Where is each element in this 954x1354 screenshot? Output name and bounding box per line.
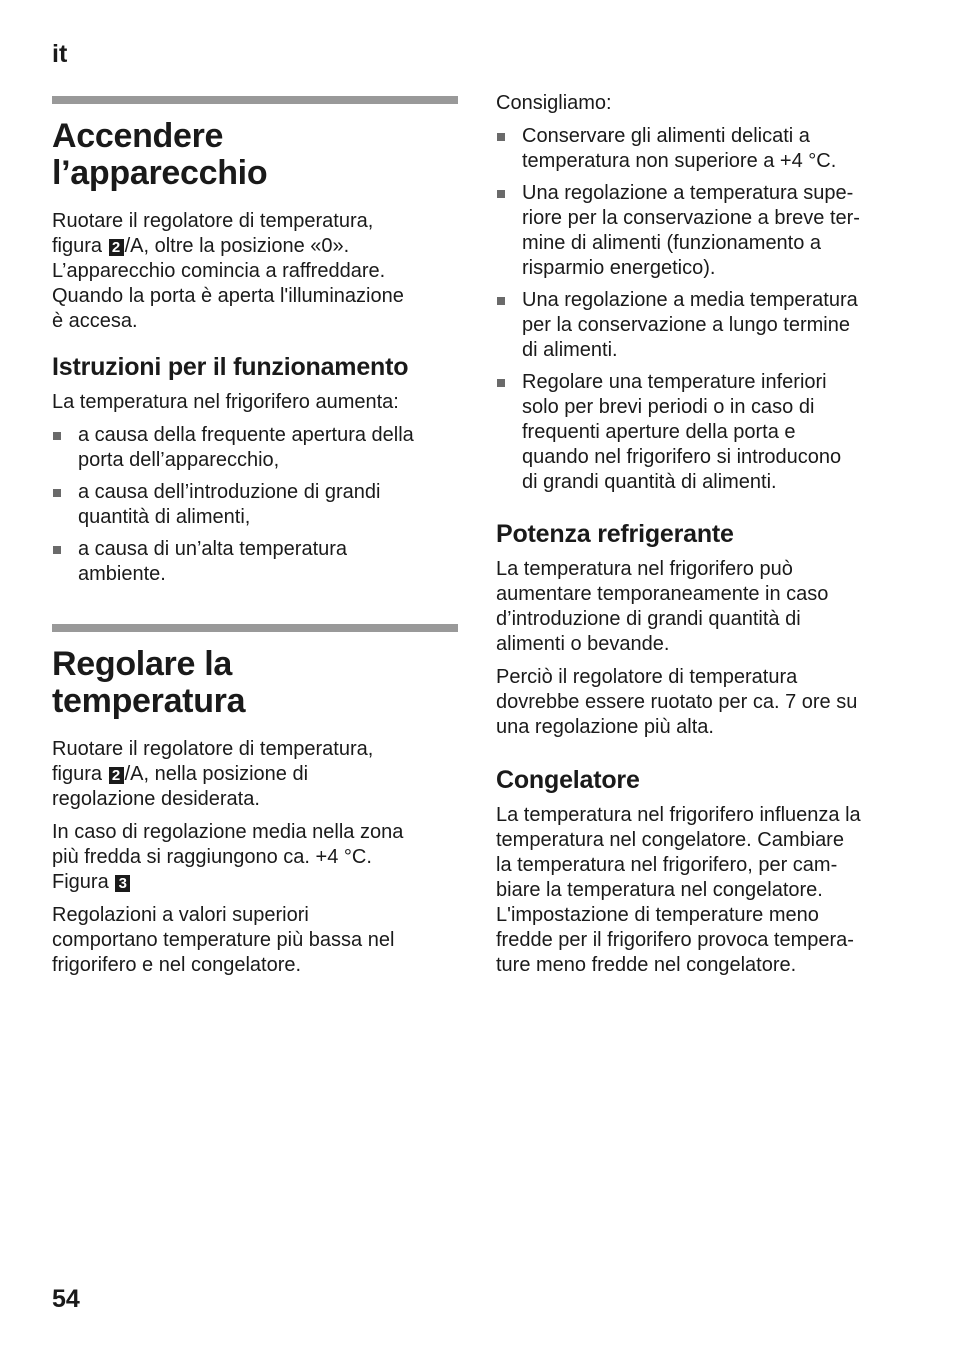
text-line: aumentare temporaneamente in caso bbox=[496, 583, 829, 605]
text-line: a causa dell’introduzione di grandi bbox=[78, 481, 381, 503]
title-line: temperatura bbox=[52, 682, 246, 720]
text-line: Regolazioni a valori superiori bbox=[52, 904, 309, 926]
text-line: ambiente. bbox=[78, 563, 166, 585]
text-line: di alimenti. bbox=[522, 339, 618, 361]
bullet-square-icon bbox=[53, 489, 61, 497]
text-line: Regolare una temperature inferiori bbox=[522, 371, 827, 393]
text-line: una regolazione più alta. bbox=[496, 716, 714, 738]
bullet-list bbox=[496, 124, 906, 495]
text-line: a causa di un’alta temperatura bbox=[78, 538, 348, 560]
bullet-list bbox=[52, 423, 458, 587]
title-line: Accendere bbox=[52, 117, 224, 155]
bullet-square-icon bbox=[497, 297, 505, 305]
paragraph bbox=[52, 737, 458, 812]
paragraph bbox=[496, 803, 906, 978]
text-line: fredde per il frigorifero provoca tempera- bbox=[496, 929, 854, 951]
language-code: it bbox=[52, 40, 68, 68]
title-line: Regolare la bbox=[52, 645, 232, 683]
subsection-title-congelatore: Congelatore bbox=[496, 766, 640, 794]
text-line: quantità di alimenti, bbox=[78, 506, 251, 528]
paragraph: La temperatura nel frigorifero aumenta: bbox=[52, 391, 399, 413]
list-item bbox=[496, 124, 906, 174]
paragraph bbox=[496, 665, 906, 740]
text-line: temperatura nel congelatore. Cambiare bbox=[496, 829, 844, 851]
text-line: per la conservazione a lungo termine bbox=[522, 314, 850, 336]
text-line: Perciò il regolatore di temperatura bbox=[496, 666, 798, 688]
text-line: comportano temperature più bassa nel bbox=[52, 929, 395, 951]
text-line: quando nel frigorifero si introducono bbox=[522, 446, 842, 468]
text-line: La temperatura nel frigorifero può bbox=[496, 558, 793, 580]
text-line: Ruotare il regolatore di temperatura, bbox=[52, 738, 374, 760]
subsection-title-potenza: Potenza refrigerante bbox=[496, 520, 734, 548]
text-line: /A, nella posizione di bbox=[124, 763, 309, 785]
text-line: d’introduzione di grandi quantità di bbox=[496, 608, 801, 630]
text-line: temperatura non superiore a +4 °C. bbox=[522, 150, 837, 172]
text-line: figura bbox=[52, 763, 108, 785]
section-rule bbox=[52, 96, 458, 104]
text-line: /A, oltre la posizione «0». bbox=[124, 235, 350, 257]
text-line: dovrebbe essere ruotato per ca. 7 ore su bbox=[496, 691, 858, 713]
text-line: L’apparecchio comincia a raffreddare. bbox=[52, 260, 386, 282]
text-line: risparmio energetico). bbox=[522, 257, 716, 279]
text-line: porta dell’apparecchio, bbox=[78, 449, 280, 471]
title-line: l’apparecchio bbox=[52, 154, 268, 192]
text-line: frigorifero e nel congelatore. bbox=[52, 954, 302, 976]
bullet-square-icon bbox=[497, 190, 505, 198]
paragraph bbox=[52, 820, 458, 895]
list-item bbox=[52, 480, 458, 530]
page-number: 54 bbox=[52, 1285, 80, 1313]
section-rule bbox=[52, 624, 458, 632]
right-column bbox=[496, 91, 906, 986]
text-line: di grandi quantità di alimenti. bbox=[522, 471, 777, 493]
text-line: Conservare gli alimenti delicati a bbox=[522, 125, 810, 147]
text-line: mine di alimenti (funzionamento a bbox=[522, 232, 822, 254]
text-line: riore per la conservazione a breve ter- bbox=[522, 207, 860, 229]
paragraph: Consigliamo: bbox=[496, 92, 612, 114]
text-line: è accesa. bbox=[52, 310, 138, 332]
paragraph bbox=[52, 903, 458, 978]
list-item bbox=[52, 423, 458, 473]
text-line: ture meno fredde nel congelatore. bbox=[496, 954, 797, 976]
text-line: più fredda si raggiungono ca. +4 °C. bbox=[52, 846, 372, 868]
paragraph bbox=[52, 209, 458, 334]
text-line: La temperatura nel frigorifero influenza la bbox=[496, 804, 861, 826]
list-item bbox=[496, 288, 906, 363]
figure-number-badge: 3 bbox=[115, 875, 130, 892]
text-line: Una regolazione a media temperatura bbox=[522, 289, 858, 311]
bullet-square-icon bbox=[497, 379, 505, 387]
text-line: L'impostazione di temperature meno bbox=[496, 904, 819, 926]
text-line: Una regolazione a temperatura supe- bbox=[522, 182, 854, 204]
text-line: solo per brevi periodi o in caso di bbox=[522, 396, 815, 418]
text-line: a causa della frequente apertura della bbox=[78, 424, 414, 446]
subsection-title-istruzioni: Istruzioni per il funzionamento bbox=[52, 353, 409, 381]
text-line: alimenti o bevande. bbox=[496, 633, 670, 655]
left-column bbox=[52, 96, 458, 986]
text-line: regolazione desiderata. bbox=[52, 788, 260, 810]
figure-number-badge: 2 bbox=[109, 767, 124, 784]
bullet-square-icon bbox=[497, 133, 505, 141]
paragraph bbox=[496, 557, 906, 657]
text-line: la temperatura nel frigorifero, per cam- bbox=[496, 854, 838, 876]
text-line: Quando la porta è aperta l'illuminazione bbox=[52, 285, 404, 307]
bullet-square-icon bbox=[53, 432, 61, 440]
list-item bbox=[52, 537, 458, 587]
text-line: In caso di regolazione media nella zona bbox=[52, 821, 404, 843]
text-line: Ruotare il regolatore di temperatura, bbox=[52, 210, 374, 232]
bullet-square-icon bbox=[53, 546, 61, 554]
text-line: biare la temperatura nel congelatore. bbox=[496, 879, 823, 901]
list-item bbox=[496, 181, 906, 281]
text-line: Figura bbox=[52, 871, 115, 893]
section-title-accendere bbox=[52, 118, 458, 192]
figure-number-badge: 2 bbox=[109, 239, 124, 256]
text-line: figura bbox=[52, 235, 108, 257]
text-line: frequenti aperture della porta e bbox=[522, 421, 796, 443]
section-title-regolare bbox=[52, 646, 458, 720]
list-item bbox=[496, 370, 906, 495]
